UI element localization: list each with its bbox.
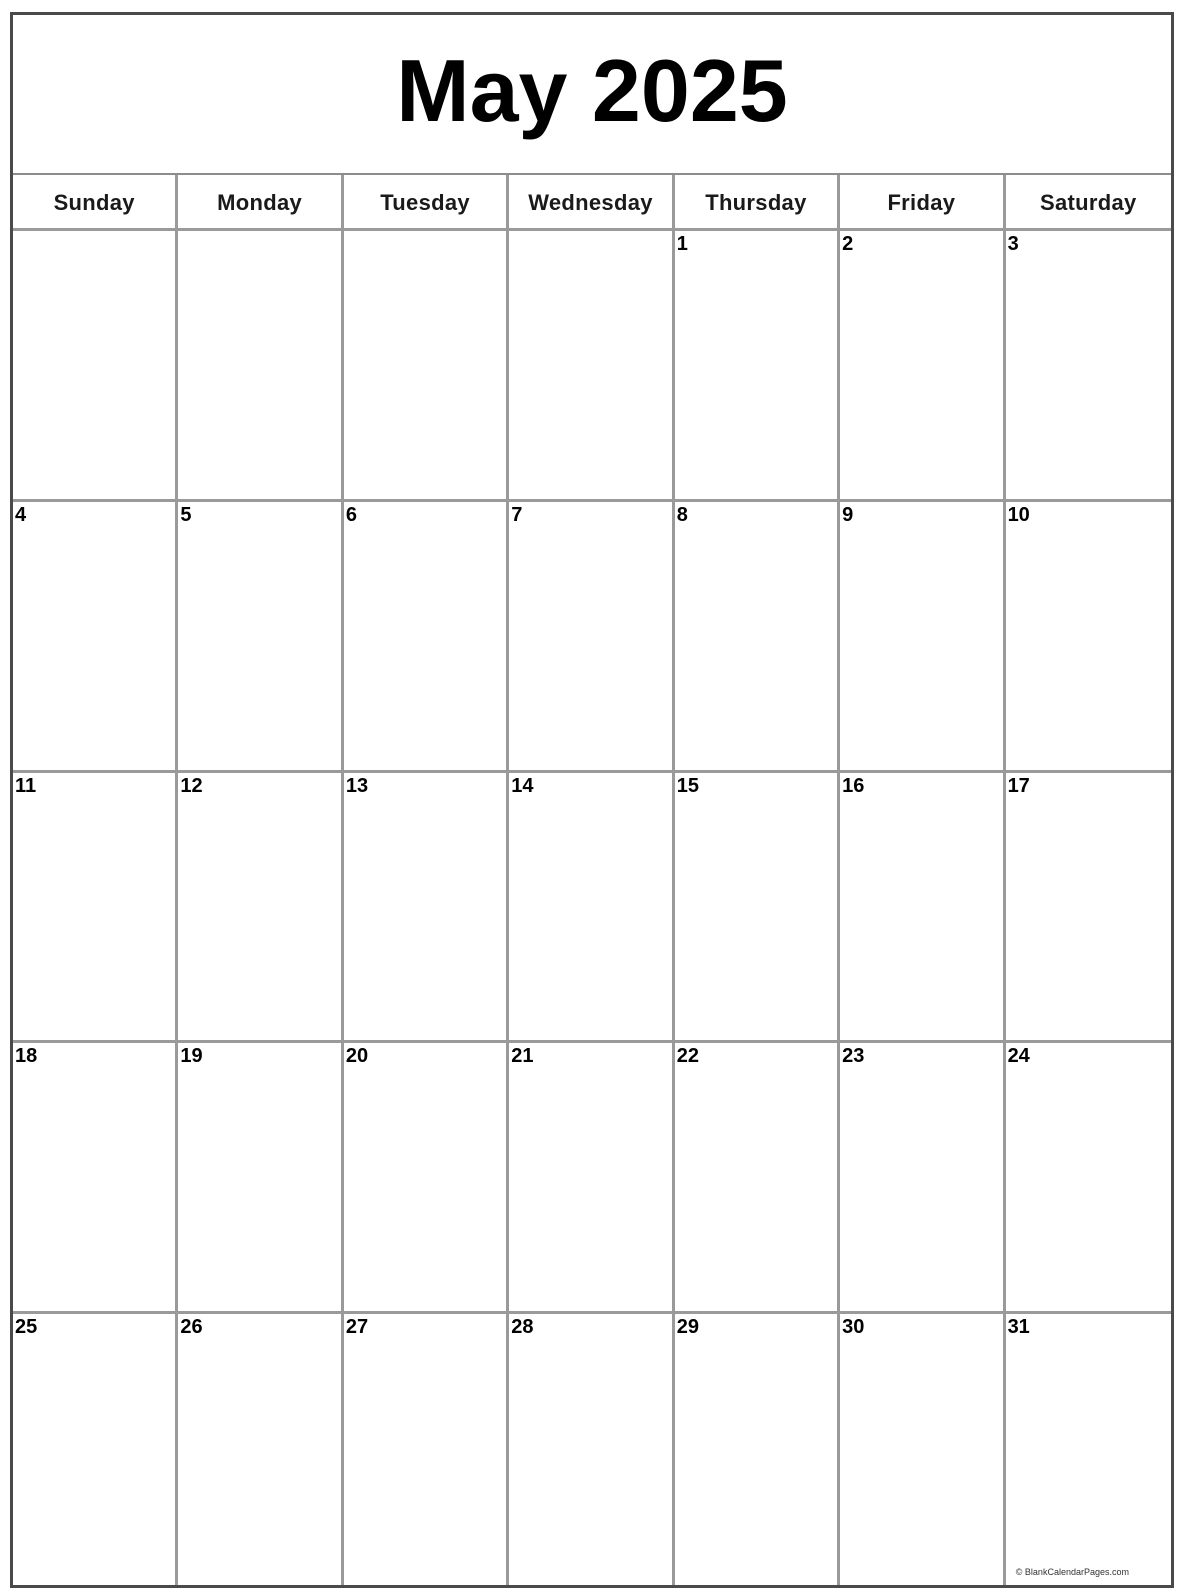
day-cell (13, 502, 178, 773)
day-number: 8 (676, 503, 688, 526)
day-number: 23 (842, 1045, 865, 1068)
day-number: 31 (1007, 1316, 1030, 1339)
day-number: 29 (676, 1316, 699, 1339)
day-cell (509, 1043, 674, 1314)
day-cell (344, 1043, 509, 1314)
day-cell (840, 1314, 1005, 1585)
day-number: 5 (180, 503, 192, 526)
day-number: 21 (511, 1045, 534, 1068)
day-cell (178, 502, 343, 773)
day-cell (344, 502, 509, 773)
weekday-header-row (13, 175, 1171, 231)
day-number: 12 (180, 774, 203, 797)
day-cell (675, 1314, 840, 1585)
day-number: 11 (15, 774, 37, 797)
day-number: 22 (676, 1045, 699, 1068)
weekday-header-thursday: Thursday (675, 175, 840, 228)
day-number: 30 (842, 1316, 865, 1339)
day-cell (840, 502, 1005, 773)
day-number: 15 (676, 774, 699, 797)
day-cell (178, 1314, 343, 1585)
day-cell (1006, 773, 1171, 1044)
day-number: 9 (842, 503, 854, 526)
day-cell (1006, 1314, 1171, 1585)
day-number: 27 (345, 1316, 369, 1339)
day-number: 20 (345, 1045, 369, 1068)
day-cell (840, 773, 1005, 1044)
day-cell (344, 773, 509, 1044)
day-cell (675, 1043, 840, 1314)
day-cell (509, 1314, 674, 1585)
day-cell (509, 231, 674, 502)
day-grid (13, 231, 1171, 1585)
weekday-header-saturday: Saturday (1040, 189, 1137, 215)
day-number: 25 (15, 1316, 38, 1339)
day-cell (178, 773, 343, 1044)
day-cell (1006, 1043, 1171, 1314)
day-number: 2 (842, 233, 854, 255)
day-number: 1 (676, 233, 688, 255)
day-cell (344, 231, 509, 502)
day-cell (1006, 231, 1171, 502)
calendar-title: May 2025 (396, 41, 788, 140)
day-number: 24 (1007, 1045, 1030, 1068)
day-cell (1006, 502, 1171, 773)
day-cell (178, 1043, 343, 1314)
calendar (10, 12, 1174, 1588)
day-cell (178, 231, 343, 502)
day-number: 18 (15, 1045, 38, 1068)
weekday-header-friday: Friday (840, 175, 1005, 228)
day-cell (13, 1043, 178, 1314)
day-number: 4 (15, 503, 27, 526)
day-number: 16 (842, 774, 865, 797)
day-number: 6 (345, 503, 357, 526)
credit-text: © BlankCalendarPages.com (1015, 1567, 1129, 1577)
day-cell (344, 1314, 509, 1585)
weekday-header-tuesday: Tuesday (344, 175, 509, 228)
day-number: 13 (345, 774, 369, 797)
day-number: 3 (1007, 233, 1019, 255)
day-number: 7 (511, 503, 523, 526)
day-number: 28 (511, 1316, 534, 1339)
day-number: 14 (511, 774, 534, 797)
day-cell (675, 773, 840, 1044)
day-cell (509, 773, 674, 1044)
day-number: 26 (180, 1316, 203, 1339)
weekday-header-wednesday: Wednesday (509, 175, 674, 228)
day-number: 17 (1007, 774, 1030, 797)
weekday-header-sunday: Sunday (13, 175, 178, 228)
day-cell (840, 1043, 1005, 1314)
day-cell (675, 231, 840, 502)
day-cell (675, 502, 840, 773)
day-cell (13, 231, 178, 502)
day-cell (840, 231, 1005, 502)
day-cell (13, 773, 178, 1044)
day-cell (509, 502, 674, 773)
title-bar (13, 15, 1171, 175)
day-number: 19 (180, 1045, 203, 1068)
day-cell (13, 1314, 178, 1585)
weekday-header-monday: Monday (178, 175, 343, 228)
day-number: 10 (1007, 503, 1030, 526)
